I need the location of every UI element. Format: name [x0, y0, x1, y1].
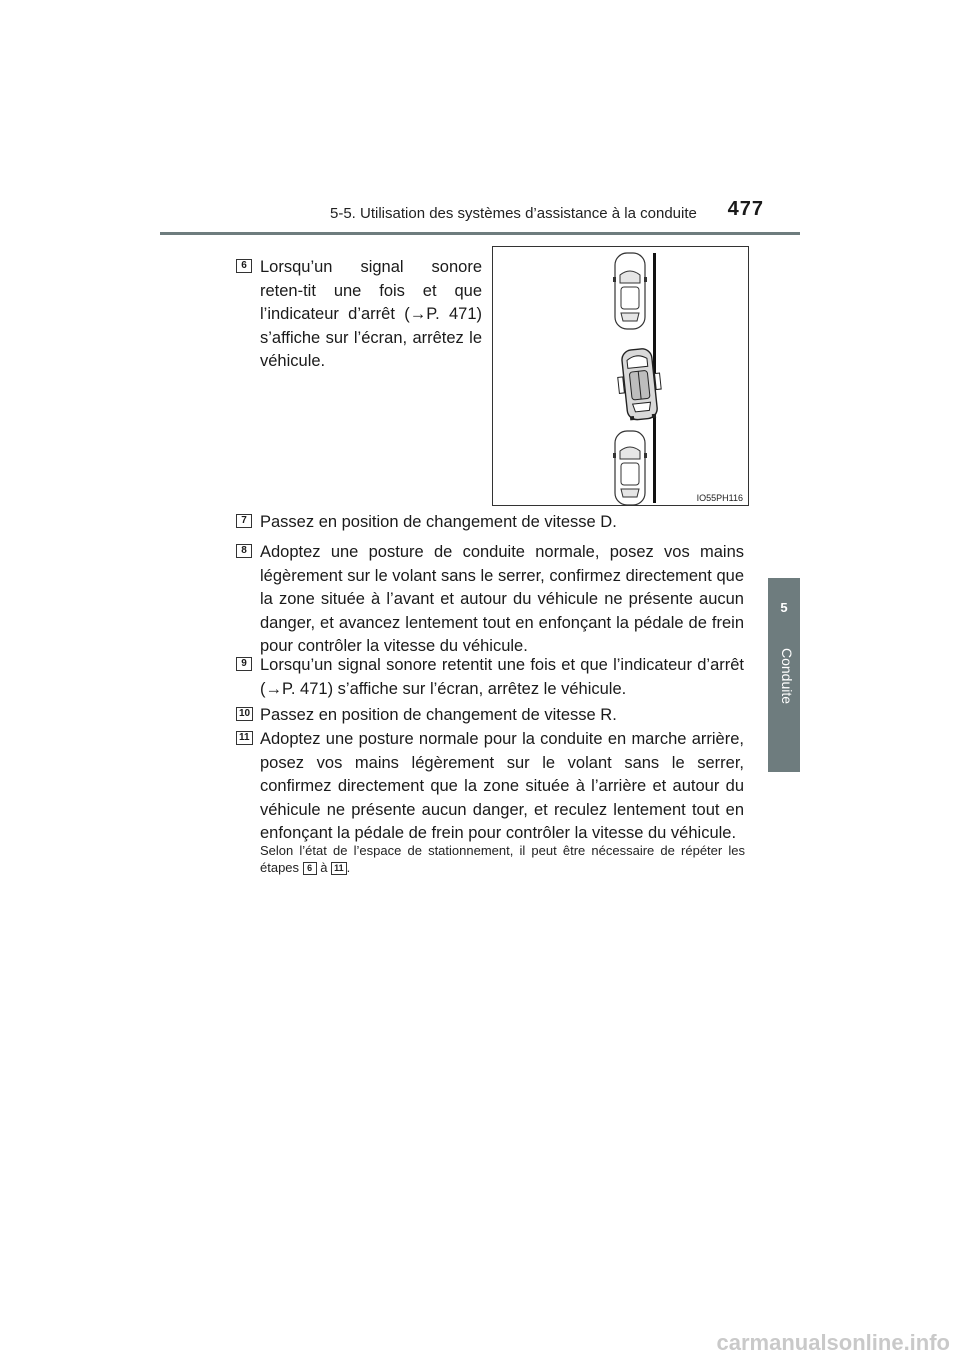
- step-ref-start: 6: [303, 862, 317, 875]
- step-text: Passez en position de changement de vitesse R.: [260, 706, 617, 724]
- note: [260, 842, 745, 876]
- maneuvering-car: [615, 347, 664, 421]
- step-number: 8: [236, 544, 252, 558]
- note-text: Selon l’état de l’espace de stationnement, il peut être nécessaire de répéter les étapes: [260, 843, 745, 875]
- step-text: Adoptez une posture normale pour la conduite en marche arrière, posez vos mains légèrement sur le volant sans le serrer, confirmez directement que la zone située à l’arrière et autour du véhicule ne présente aucun danger, et reculez lentement tout en enfonçant la pédale de frein pour contrôler la vitesse du véhicule.: [260, 730, 744, 842]
- step-number: 9: [236, 657, 252, 671]
- header-rule: [160, 232, 800, 235]
- parked-car-rear: [613, 431, 647, 505]
- step-number: 6: [236, 259, 252, 273]
- note-text-middle: à: [320, 860, 328, 875]
- page-number: 477: [727, 198, 764, 220]
- chapter-label: Conduite: [779, 648, 795, 705]
- section-title: 5-5. Utilisation des systèmes d’assistance à la conduite: [330, 205, 697, 222]
- figure-code: IO55PH116: [696, 493, 743, 503]
- chapter-number: 5: [780, 600, 788, 615]
- step-number: 7: [236, 514, 252, 528]
- step-text: Lorsqu’un signal sonore retentit une fois et que l’indicateur d’arrêt (→P. 471) s’affiche sur l’écran, arrêtez le véhicule.: [260, 656, 744, 698]
- step-text: Passez en position de changement de vitesse D.: [260, 513, 617, 531]
- parking-diagram: [493, 247, 750, 507]
- note-text-end: .: [346, 860, 351, 875]
- step-ref-end: 11: [331, 862, 347, 875]
- parked-car-front: [613, 253, 647, 329]
- step-number: 10: [236, 707, 253, 721]
- parking-illustration: [492, 246, 749, 506]
- step-text: Adoptez une posture de conduite normale, posez vos mains légèrement sur le volant sans le serrer, confirmez directement que la zone située à l’avant et autour du véhicule ne présente aucun danger, et avancez lentement tout en enfonçant la pédale de frein pour contrôler la vitesse du véhicule.: [260, 543, 744, 655]
- chapter-tab[interactable]: [768, 578, 800, 772]
- watermark: carmanualsonline.info: [716, 1330, 950, 1355]
- step-number: 11: [236, 731, 253, 745]
- step-text: Lorsqu’un signal sonore reten-tit une fois et que l’indicateur d’arrêt (→P. 471) s’affiche sur l’écran, arrêtez le véhicule.: [260, 258, 482, 370]
